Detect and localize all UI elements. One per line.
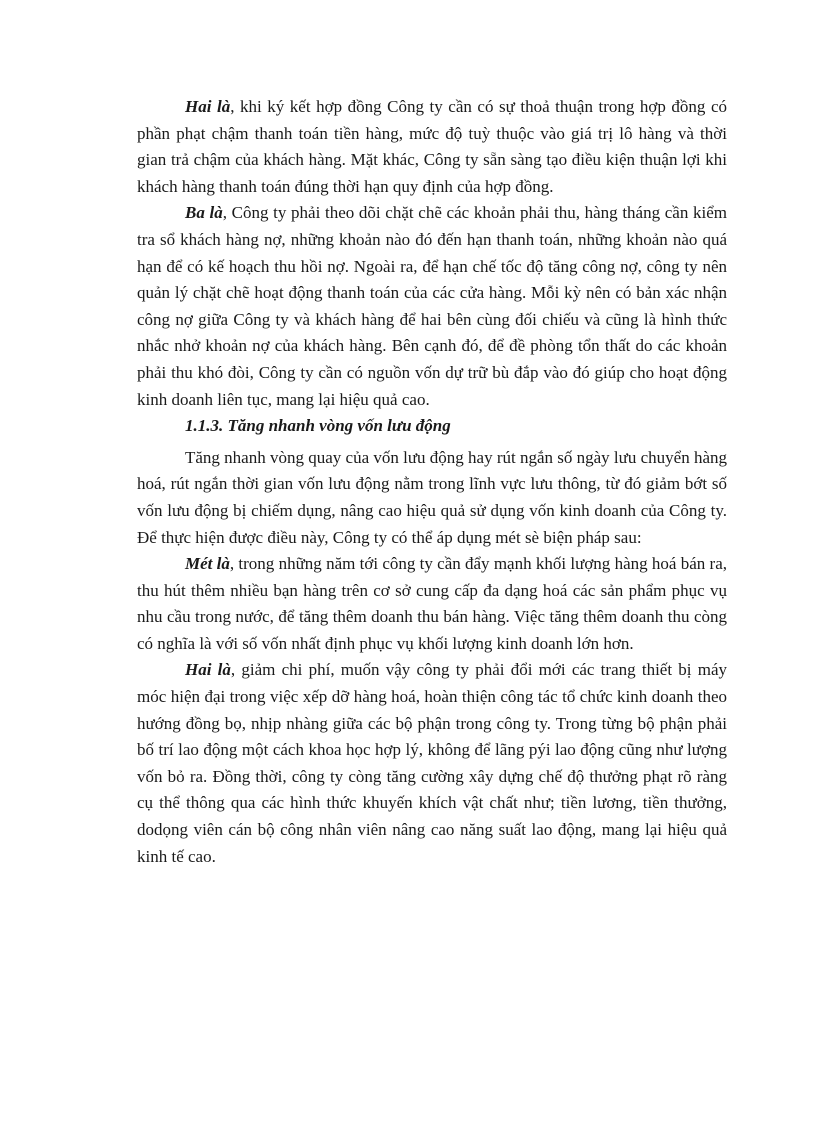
paragraph-mot-la bbox=[137, 551, 727, 657]
paragraph-text: , Công ty phải theo dõi chặt chẽ các khoản phải thu, hàng tháng cần kiểm tra sổ khách hàng nợ, những khoản nào đó đến hạn thanh toán, những khoản nào quá hạn để có kế hoạch thu hồi nợ. Ngoài ra, để hạn chế tốc độ tăng công nợ, công ty nên quản lý chặt chẽ hoạt động thanh toán của các cửa hàng. Mỗi kỳ nên có bản xác nhận công nợ giữa Công ty và khách hàng để hai bên cùng đối chiếu và cũng là hình thức nhắc nhở khoản nợ của khách hàng. Bên cạnh đó, để đề phòng tổn thất do các khoản phải thu khó đòi, Công ty cần có nguồn vốn dự trữ bù đắp vào đó giúp cho hoạt động kinh doanh liên tục, mang lại hiệu quả cao. bbox=[137, 203, 728, 409]
paragraph-hai-la-1 bbox=[137, 94, 727, 200]
paragraph-text: , giảm chi phí, muốn vậy công ty phải đổi mới các trang thiết bị máy móc hiện đại trong việc xếp dỡ hàng hoá, hoàn thiện công tác tổ chức kinh doanh theo hướng đồng bọ, nhịp nhàng giữa các bộ phận trong công ty. Trong từng bộ phận phải bố trí lao động một cách khoa học hợp lý, không để lãng pýi lao động cũng như lượng vốn bỏ ra. Đồng thời, công ty còng tăng cường xây dựng chế độ thưởng phạt rõ ràng cụ thể thông qua các hình thức khuyến khích vật chất như; tiền lương, tiền thưởng, dodọng viên cán bộ công nhân viên nâng cao năng suất lao động, mang lại hiệu quả kinh tế cao. bbox=[137, 660, 727, 866]
section-heading: 1.1.3. Tăng nhanh vòng vốn lưu động bbox=[185, 416, 451, 436]
paragraph-lead: Hai là bbox=[185, 97, 231, 116]
paragraph-text: Tăng nhanh vòng quay của vốn lưu động hay rút ngắn số ngày lưu chuyển hàng hoá, rút ngắn thời gian vốn lưu động nằm trong lĩnh vực lưu thông, từ đó giảm bớt số vốn lưu động bị chiếm dụng, nâng cao hiệu quả sử dụng vốn kinh doanh của Công ty. Để thực hiện được điều này, Công ty có thể áp dụng mét sè biện pháp sau: bbox=[137, 447, 728, 547]
paragraph-text: , khi ký kết hợp đồng Công ty cần có sự thoả thuận trong hợp đồng có phần phạt chậm thanh toán tiền hàng, mức độ tuỳ thuộc vào giá trị lô hàng và thời gian trả chậm của khách hàng. Mặt khác, Công ty sẵn sàng tạo điều kiện thuận lợi khi khách hàng thanh toán đúng thời hạn quy định của hợp đồng. bbox=[137, 97, 728, 196]
paragraph-lead: Mét là bbox=[185, 554, 230, 574]
paragraph-hai-la-2 bbox=[137, 657, 727, 870]
paragraph-ba-la bbox=[137, 200, 727, 413]
paragraph-lead: Ba là bbox=[185, 203, 223, 223]
paragraph-lead: Hai là bbox=[185, 660, 231, 680]
paragraph-intro bbox=[137, 445, 727, 551]
document-body bbox=[137, 94, 727, 870]
paragraph-text: , trong những năm tới công ty cần đẩy mạnh khối lượng hàng hoá bán ra, thu hút thêm nhiều bạn hàng trên cơ sở cung cấp đa dạng hoá các sản phẩm phục vụ nhu cầu trong nước, để tăng thêm doanh thu bán hàng. Việc tăng thêm doanh thu còng có nghĩa là với số vốn nhất định phục vụ khối lượng kinh doanh lớn hơn. bbox=[137, 554, 728, 653]
